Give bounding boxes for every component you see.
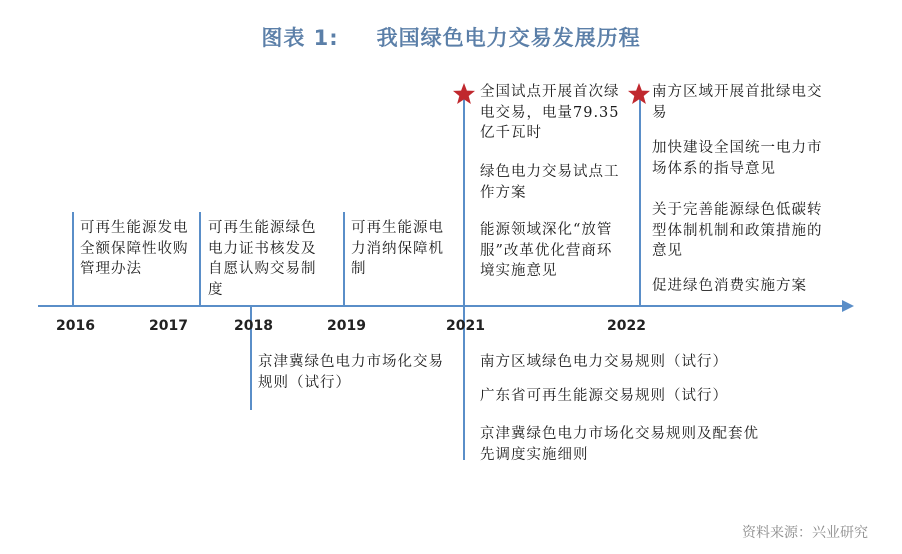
year-2017: 2017 (149, 318, 188, 334)
event-2016-policy: 可再生能源发电全额保障性收购管理办法 (80, 220, 189, 277)
figure-title: 我国绿色电力交易发展历程 (376, 26, 641, 50)
event-2022-low-carbon: 关于完善能源绿色低碳转型体制机制和政策措施的意见 (652, 202, 823, 259)
event-2022-unified-market: 加快建设全国统一电力市场体系的指导意见 (652, 140, 823, 177)
event-2019-policy: 可再生能源电力消纳保障机制 (351, 220, 444, 277)
star-icon (452, 82, 476, 106)
connector-2022-above (639, 98, 641, 305)
event-2022-green-consumption: 促进绿色消费实施方案 (652, 278, 807, 294)
arrow-right-icon (842, 300, 854, 312)
connector-2021 (463, 98, 465, 460)
year-2018: 2018 (234, 318, 273, 334)
connector-2016-above (72, 212, 74, 305)
event-2021-guangdong-rules: 广东省可再生能源交易规则（试行） (480, 388, 728, 404)
connector-2019-above (343, 212, 345, 305)
event-2021-jjj-dispatch: 京津冀绿色电力市场化交易规则及配套优先调度实施细则 (480, 426, 759, 463)
page-title (0, 22, 902, 52)
year-2016: 2016 (56, 318, 95, 334)
year-2022: 2022 (607, 318, 646, 334)
event-2022-south-trade: 南方区域开展首批绿电交易 (652, 84, 823, 121)
event-2021-pilot-plan: 绿色电力交易试点工作方案 (480, 164, 620, 201)
figure-label: 图表 1: (261, 26, 339, 50)
event-2021-reform-opinion: 能源领域深化“放管服”改革优化营商环境实施意见 (480, 222, 613, 279)
star-icon (627, 82, 651, 106)
event-2021-first-trade: 全国试点开展首次绿电交易，电量79.35亿千瓦时 (480, 84, 620, 141)
timeline-axis (38, 305, 846, 307)
year-2019: 2019 (327, 318, 366, 334)
event-2018-jjj-rules: 京津冀绿色电力市场化交易规则（试行） (258, 354, 444, 391)
year-2021: 2021 (446, 318, 485, 334)
event-2021-south-rules: 南方区域绿色电力交易规则（试行） (480, 354, 728, 370)
connector-2018-above (199, 212, 201, 305)
source-note: 资料来源：兴业研究 (742, 525, 868, 541)
event-2018-policy: 可再生能源绿色电力证书核发及自愿认购交易制度 (208, 220, 317, 298)
